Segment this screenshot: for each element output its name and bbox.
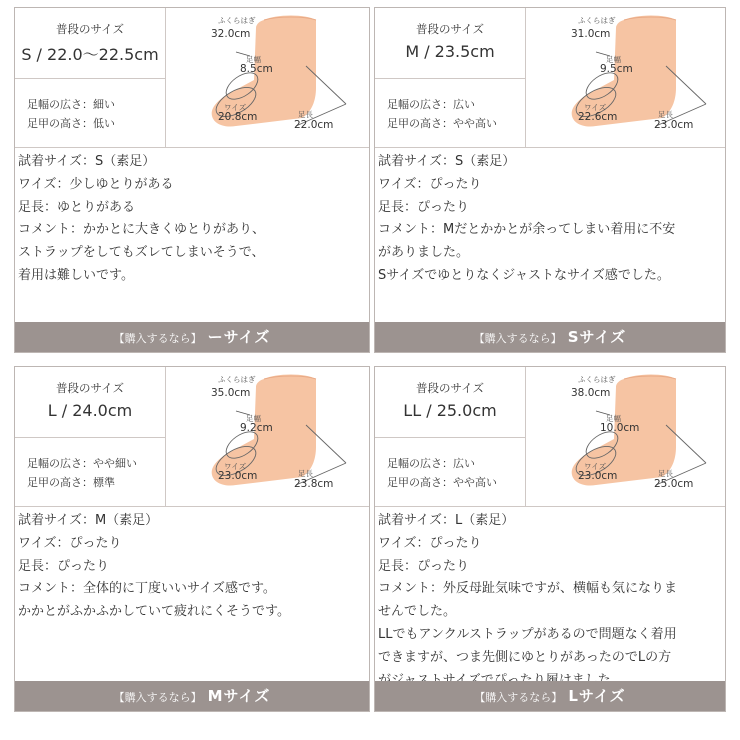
review-card <box>14 366 370 712</box>
recommendation-bar <box>375 681 725 711</box>
comment-line: Sサイズでゆとりなくジャストなサイズ感でした。 <box>378 267 670 283</box>
calf-value: 35.0cm <box>211 387 251 399</box>
recommendation-prefix: 【購入するなら】 <box>113 691 202 704</box>
comment-line: ワイズ：ぴったり <box>18 535 122 551</box>
wise-value: 23.0cm <box>578 470 618 482</box>
comment-line: できますが、つま先側にゆとりがあったのでLの方 <box>378 649 672 665</box>
foot-illustration <box>166 8 371 147</box>
comment-line: LLでもアンクルストラップがあるので問題なく着用 <box>378 626 677 642</box>
calf-value: 31.0cm <box>571 28 611 40</box>
comment-line: かかとがふかふかしていて疲れにくそうです。 <box>18 604 290 620</box>
ankle-value: 9.5cm <box>600 63 633 75</box>
recommendation-bar <box>375 322 725 352</box>
instep-height-feature: 足甲の高さ：やや高い <box>387 117 497 130</box>
instep-height-feature: 足甲の高さ：標準 <box>27 476 115 489</box>
length-label: 足長 <box>298 469 313 478</box>
length-value: 25.0cm <box>654 478 694 490</box>
calf-label: ふくらはぎ <box>218 16 256 25</box>
comment-line: 試着サイズ：S（素足） <box>18 154 156 169</box>
length-value: 23.0cm <box>654 119 694 131</box>
usual-size-label: 普段のサイズ <box>55 381 125 395</box>
foot-illustration <box>166 367 371 506</box>
ankle-value: 8.5cm <box>240 63 273 75</box>
usual-size-box <box>15 367 165 438</box>
foot-width-feature: 足幅の広さ：広い <box>387 98 475 111</box>
length-label: 足長 <box>658 469 673 478</box>
comment-line: 足長：ぴったり <box>378 199 470 215</box>
usual-size-box <box>15 8 165 79</box>
usual-size-label: 普段のサイズ <box>415 22 485 36</box>
review-card <box>374 366 726 712</box>
review-comment <box>18 151 366 288</box>
comment-line: ワイズ：少しゆとりがある <box>18 176 174 192</box>
wise-value: 23.0cm <box>218 470 258 482</box>
foot-diagram <box>526 8 731 147</box>
reviewer-info <box>15 8 166 147</box>
recommendation-prefix: 【購入するなら】 <box>113 332 202 345</box>
usual-size-box <box>375 367 525 438</box>
calf-label: ふくらはぎ <box>578 16 616 25</box>
recommended-size: Mサイズ <box>207 687 271 705</box>
recommendation-prefix: 【購入するなら】 <box>473 332 562 345</box>
calf-value: 32.0cm <box>211 28 251 40</box>
review-card <box>14 7 370 353</box>
recommended-size: Lサイズ <box>568 687 626 705</box>
calf-value: 38.0cm <box>571 387 611 399</box>
length-value: 22.0cm <box>294 119 334 131</box>
wise-value: 20.8cm <box>218 111 258 123</box>
review-comment <box>378 510 722 692</box>
ankle-value: 10.0cm <box>600 422 640 434</box>
usual-size-label: 普段のサイズ <box>55 22 125 36</box>
foot-diagram <box>526 367 731 506</box>
review-comment <box>378 151 722 288</box>
comment-line: コメント：かかとに大きくゆとりがあり、 <box>18 222 266 238</box>
comment-line: 足長：ぴったり <box>378 558 470 574</box>
instep-height-feature: 足甲の高さ：やや高い <box>387 476 497 489</box>
comment-line: がありました。 <box>378 245 470 261</box>
foot-width-feature: 足幅の広さ：やや細い <box>27 457 137 470</box>
ankle-label: 足幅 <box>606 414 621 423</box>
foot-diagram <box>166 367 371 506</box>
usual-size-box <box>375 8 525 79</box>
calf-label: ふくらはぎ <box>218 375 256 384</box>
comment-line: コメント：Mだとかかとが余ってしまい着用に不安 <box>378 222 676 238</box>
ankle-label: 足幅 <box>606 55 621 64</box>
recommendation-prefix: 【購入するなら】 <box>474 691 563 704</box>
usual-size-label: 普段のサイズ <box>415 381 485 395</box>
foot-illustration <box>526 8 731 147</box>
recommendation-bar <box>15 322 369 352</box>
ankle-label: 足幅 <box>246 55 261 64</box>
foot-width-feature: 足幅の広さ：広い <box>387 457 475 470</box>
review-card <box>374 7 726 353</box>
comment-line: 試着サイズ：S（素足） <box>378 154 516 169</box>
wise-label: ワイズ <box>224 462 247 471</box>
comment-line: 足長：ゆとりがある <box>18 199 136 215</box>
calf-label: ふくらはぎ <box>578 375 616 384</box>
instep-height-feature: 足甲の高さ：低い <box>27 117 115 130</box>
foot-diagram <box>166 8 371 147</box>
card-header <box>15 8 369 148</box>
usual-size-value: L / 24.0cm <box>47 401 133 420</box>
length-value: 23.8cm <box>294 478 334 490</box>
wise-label: ワイズ <box>584 103 607 112</box>
comment-line: 着用は難しいです。 <box>18 267 134 283</box>
foot-illustration <box>526 367 731 506</box>
comment-line: ワイズ：ぴったり <box>378 176 482 192</box>
comment-line: 試着サイズ：L（素足） <box>378 513 515 528</box>
recommended-size: ーサイズ <box>207 328 271 346</box>
ankle-value: 9.2cm <box>240 422 273 434</box>
usual-size-value: S / 22.0〜22.5cm <box>21 45 159 64</box>
recommended-size: Sサイズ <box>567 328 627 346</box>
ankle-label: 足幅 <box>246 414 261 423</box>
comment-line: コメント：外反母趾気味ですが、横幅も気になりま <box>378 581 678 597</box>
reviewer-info <box>375 8 526 147</box>
comment-line: 試着サイズ：M（素足） <box>18 513 159 528</box>
comment-line: ワイズ：ぴったり <box>378 535 482 551</box>
card-header <box>15 367 369 507</box>
recommendation-bar <box>15 681 369 711</box>
foot-width-feature: 足幅の広さ：細い <box>27 98 115 111</box>
reviewer-info <box>15 367 166 506</box>
length-label: 足長 <box>658 110 673 119</box>
wise-label: ワイズ <box>584 462 607 471</box>
usual-size-value: M / 23.5cm <box>405 42 495 61</box>
wise-value: 22.6cm <box>578 111 618 123</box>
length-label: 足長 <box>298 110 313 119</box>
card-header <box>375 367 725 507</box>
comment-line: せんでした。 <box>378 604 457 620</box>
wise-label: ワイズ <box>224 103 247 112</box>
comment-line: コメント：全体的に丁度いいサイズ感です。 <box>18 581 276 597</box>
reviewer-info <box>375 367 526 506</box>
usual-size-value: LL / 25.0cm <box>403 401 497 420</box>
card-header <box>375 8 725 148</box>
comment-line: 足長：ぴったり <box>18 558 110 574</box>
comment-line: ストラップをしてもズレてしまいそうで、 <box>18 245 265 261</box>
review-comment <box>18 510 366 624</box>
